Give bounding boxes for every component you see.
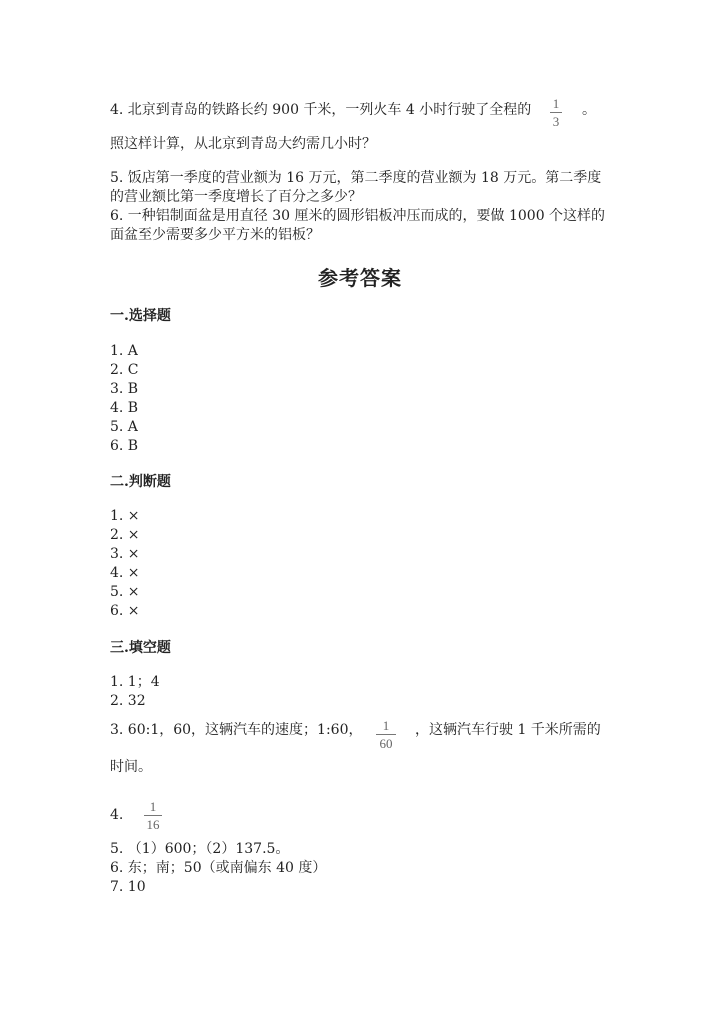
answer-item: 5. × xyxy=(110,584,140,600)
question-4-fraction xyxy=(550,96,562,129)
answer-item: 3. × xyxy=(110,546,140,562)
fill-answer-3-part-2: ，这辆汽车行驶 1 千米所需的 xyxy=(415,722,601,738)
question-4-line-2: 照这样计算，从北京到青岛大约需几小时？ xyxy=(110,136,376,152)
section-2-heading: 二.判断题 xyxy=(110,474,171,490)
answer-title: 参考答案 xyxy=(318,266,402,290)
fraction-bar xyxy=(376,734,396,735)
answer-item: 6. × xyxy=(110,603,140,619)
fill-answer-2: 2. 32 xyxy=(110,693,146,709)
section-3-heading: 三.填空题 xyxy=(110,640,171,656)
answer-item: 5. A xyxy=(110,419,138,435)
fraction-bar xyxy=(550,112,562,113)
answer-item: 4. × xyxy=(110,565,140,581)
answer-item: 2. × xyxy=(110,527,140,543)
fraction-numerator: 1 xyxy=(149,799,157,814)
fraction-denominator: 16 xyxy=(146,817,160,832)
answer-item: 1. × xyxy=(110,508,140,524)
fill-answer-7: 7. 10 xyxy=(110,879,146,895)
fraction-numerator: 1 xyxy=(382,718,390,733)
question-4-tail: 。 xyxy=(582,102,596,118)
fill-answer-4-label: 4. xyxy=(110,807,124,823)
fill-answer-3-fraction xyxy=(376,718,396,751)
answer-item: 2. C xyxy=(110,362,139,378)
fill-answer-4-fraction xyxy=(144,799,162,832)
question-5-line-2: 的营业额比第一季度增长了百分之多少？ xyxy=(110,189,362,205)
answer-item: 3. B xyxy=(110,381,139,397)
fraction-denominator: 3 xyxy=(552,114,560,129)
question-6-line-1: 6. 一种铝制面盆是用直径 30 厘米的圆形铝板冲压而成的，要做 1000 个这样的 xyxy=(110,208,606,224)
answer-item: 6. B xyxy=(110,438,139,454)
question-6-line-2: 面盆至少需要多少平方米的铝板？ xyxy=(110,227,320,243)
section-1-heading: 一.选择题 xyxy=(110,308,171,324)
fraction-denominator: 60 xyxy=(379,736,393,751)
fraction-numerator: 1 xyxy=(552,96,560,111)
section-1-answer-list xyxy=(110,342,139,456)
fill-answer-3-line-2: 时间。 xyxy=(110,759,152,775)
fill-answer-5: 5. （1）600；（2）137.5。 xyxy=(110,841,290,857)
fill-answer-6: 6. 东；南；50（或南偏东 40 度） xyxy=(110,860,327,876)
answer-item: 4. B xyxy=(110,400,139,416)
fraction-bar xyxy=(144,815,162,816)
fill-answer-3-part-1: 3. 60:1，60，这辆汽车的速度；1:60， xyxy=(110,722,363,738)
fill-answer-1: 1. 1；4 xyxy=(110,674,160,690)
question-4-line-1: 4. 北京到青岛的铁路长约 900 千米，一列火车 4 小时行驶了全程的 xyxy=(110,102,532,118)
answer-item: 1. A xyxy=(110,343,138,359)
question-5-line-1: 5. 饭店第一季度的营业额为 16 万元，第二季度的营业额为 18 万元。第二季度 xyxy=(110,170,602,186)
section-2-answer-list xyxy=(110,507,140,621)
